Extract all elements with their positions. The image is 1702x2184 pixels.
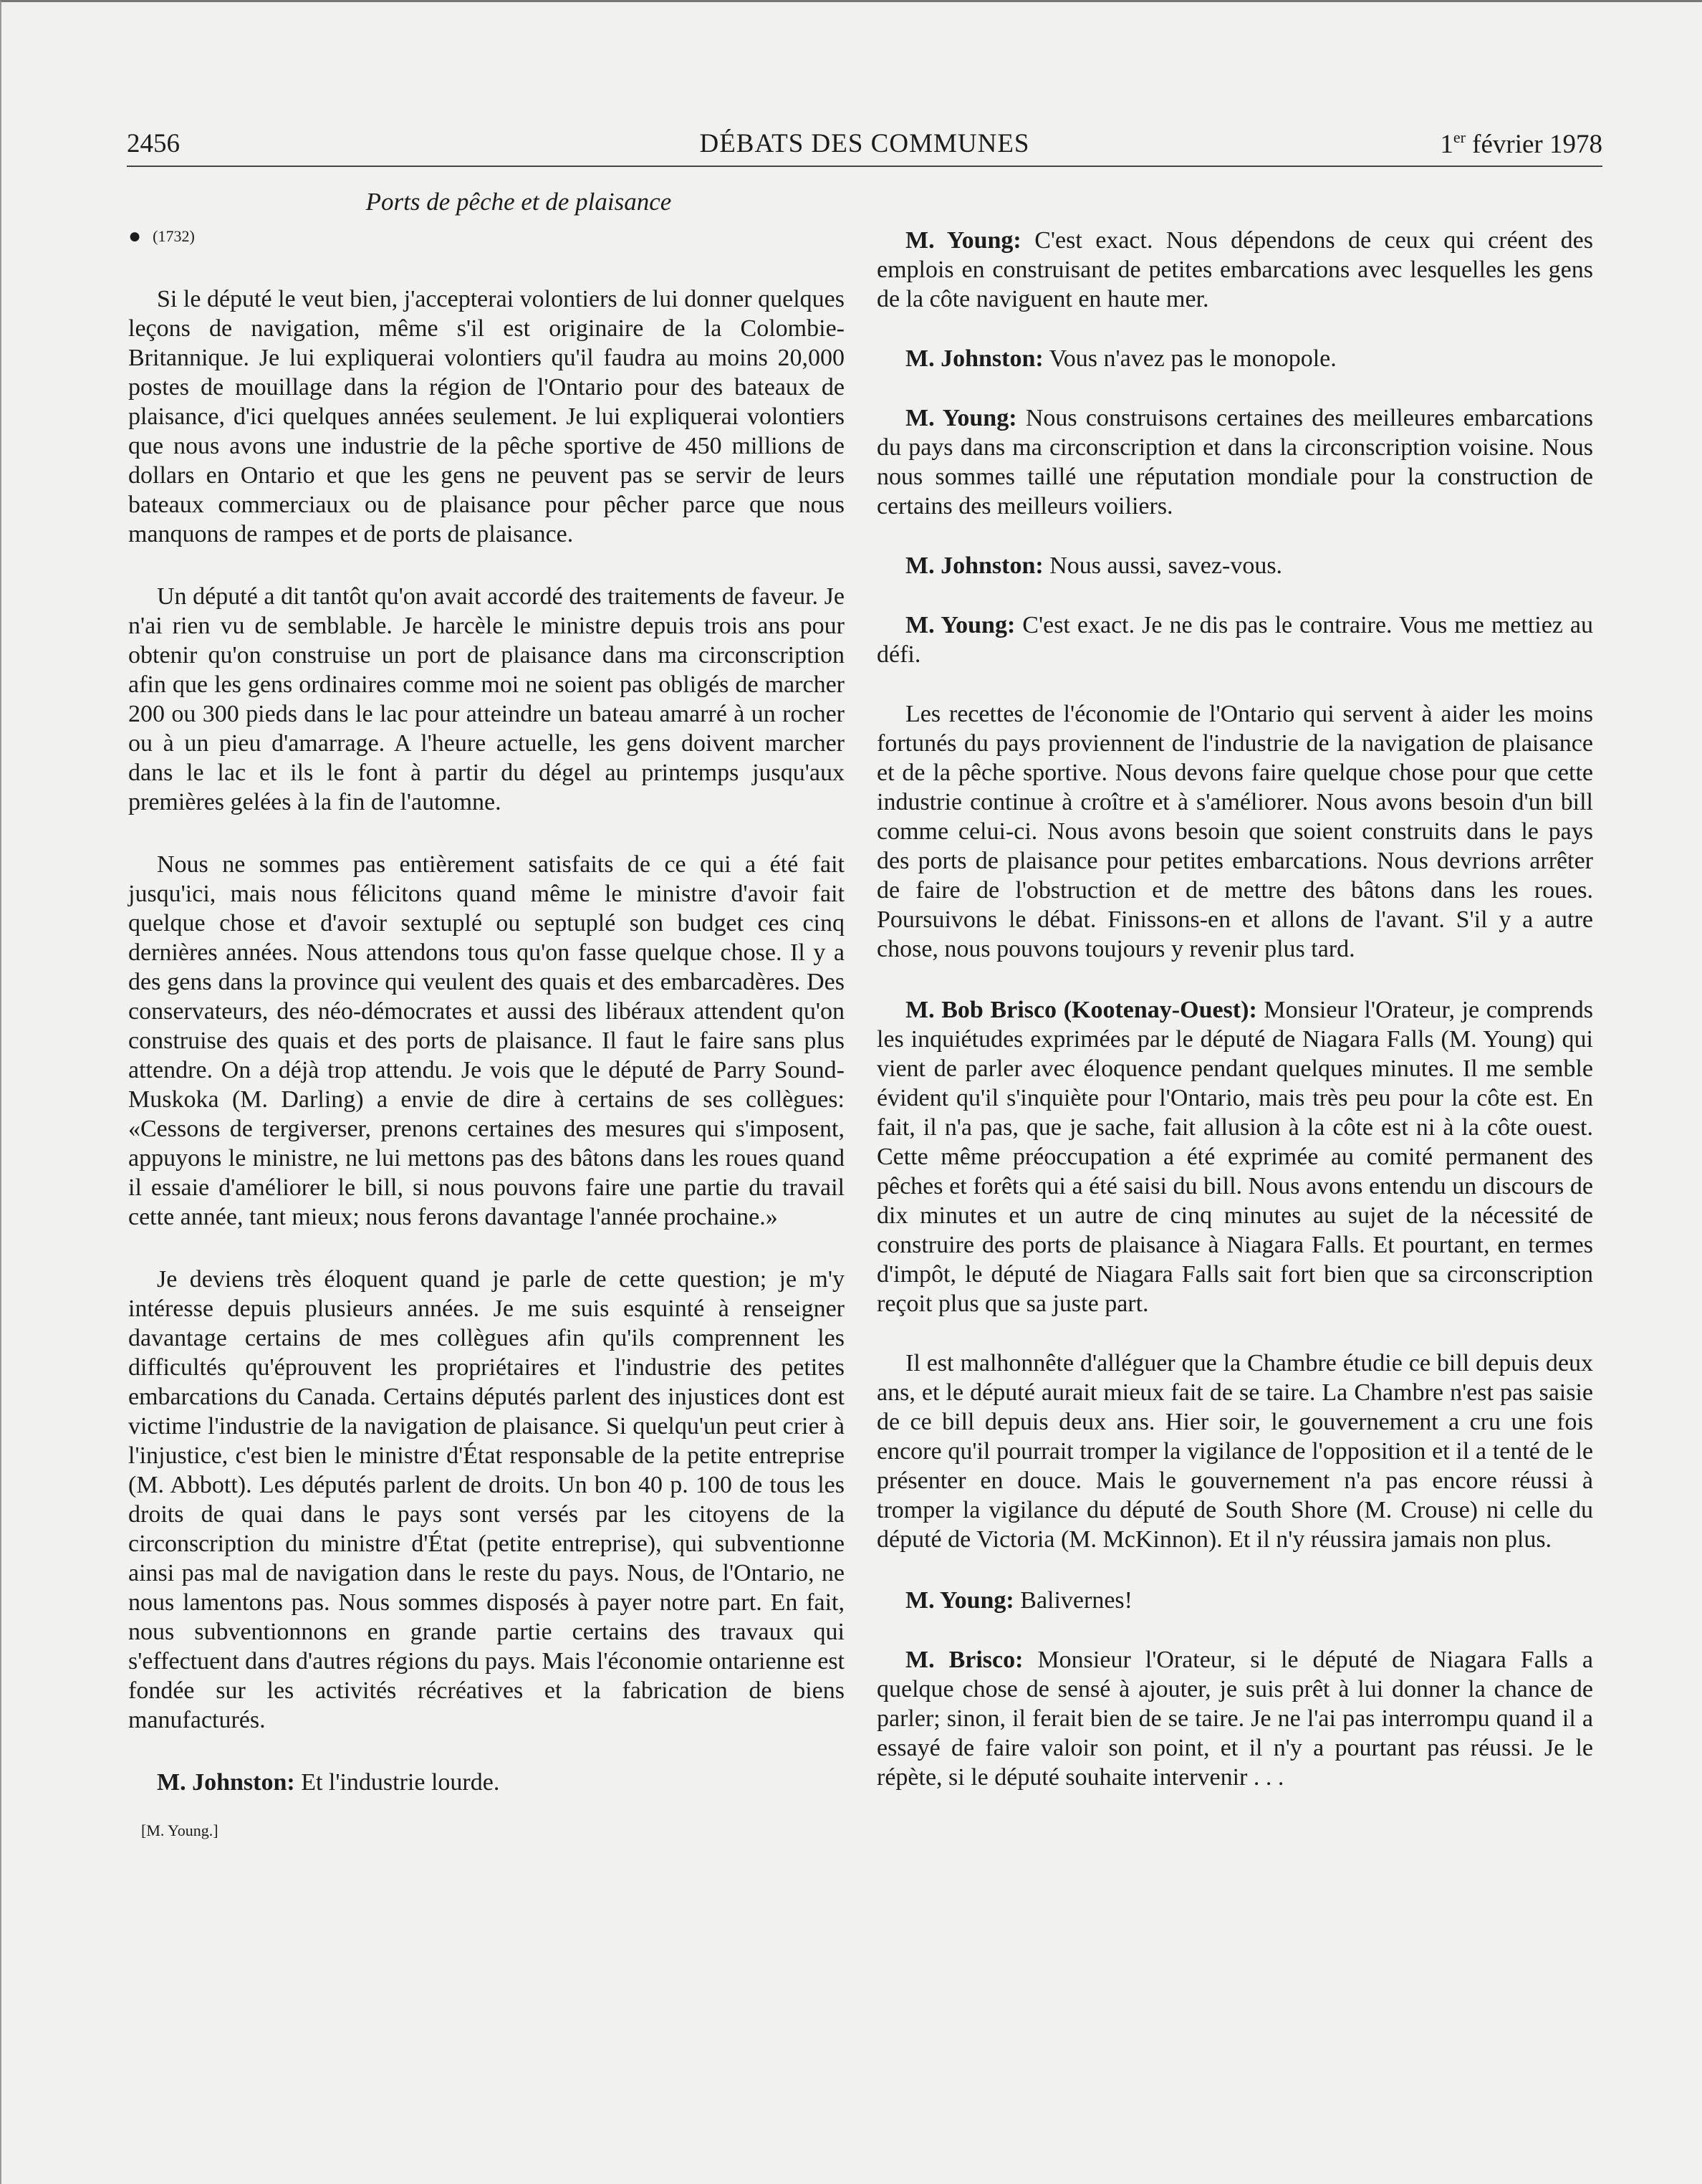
speaker-name: M. Johnston: <box>905 552 1044 579</box>
speech: M. Johnston: Nous aussi, savez-vous. <box>905 552 1283 579</box>
paragraph: Nous ne sommes pas entièrement satisfaits de ce qui a été fait jusqu'ici, mais nous félicitons quand même le ministre d'avoir fait quelque chose et d'avoir sextuplé ou septuplé son budget ces cinq dernières années. Nous attendons tous qu'on fasse quelque chose. Il y a des gens dans la province qui veulent des quais et des embarcadères. Des conservateurs, des néo-démocrates et aussi des libéraux attendent qu'on construise des quais et des ports de plaisance. Il faut le faire sans plus attendre. On a déjà trop attendu. Je vois que le député de Parry Sound-Muskoka (M. Darling) a envie de dire à certains de ses collègues: «Cessons de tergiverser, prenons certaines des mesures qui s'imposent, appuyons le ministre, ne lui mettons pas des bâtons dans les roues quand il essaie d'améliorer le bill, si nous pouvons faire une partie du travail cette année, tant mieux; nous ferons davantage l'année prochaine.» <box>128 851 845 1230</box>
speaker-name: M. Johnston: <box>157 1769 295 1796</box>
speaker-name: M. Young: <box>905 612 1016 638</box>
page-number: 2456 <box>127 129 180 158</box>
right-column <box>877 226 1593 1822</box>
speech: M. Johnston: Et l'industrie lourde. <box>157 1769 500 1796</box>
paragraph: Un député a dit tantôt qu'on avait accordé des traitements de faveur. Je n'ai rien vu de semblable. Je harcèle le ministre depuis trois ans pour obtenir qu'on construise un port de plaisance dans ma circonscription afin que les gens ordinaires comme moi ne soient pas obligés de marcher 200 ou 300 pieds dans le lac pour atteindre un bateau amarré à un rocher ou à un pieu d'amarrage. A l'heure actuelle, les gens doivent marcher dans le lac et ils le font à partir du dégel au printemps jusqu'aux premières gelées à la fin de l'automne. <box>128 583 845 815</box>
speaker-name: M. Young: <box>905 1587 1014 1614</box>
speaker-name: M. Young: <box>905 405 1017 431</box>
paragraph: Les recettes de l'économie de l'Ontario qui servent à aider les moins fortunés du pays proviennent de l'industrie de la navigation de plaisance et de la pêche sportive. Nous devons faire quelque chose pour que cette industrie continue à croître et à s'améliorer. Nous avons besoin d'un bill comme celui-ci. Nous avons besoin que soient construits dans le pays des ports de plaisance pour petites embarcations. Nous devrions arrêter de faire de l'obstruction et de mettre des bâtons dans les roues. Poursuivons le débat. Finissons-en et allons de l'avant. S'il y a autre chose, nous pouvons toujours y revenir plus tard. <box>877 701 1593 962</box>
speaker-name: M. Johnston: <box>905 345 1044 372</box>
speaker-name: M. Brisco: <box>905 1647 1024 1673</box>
speaker-name: M. Bob Brisco (Kootenay-Ouest): <box>905 997 1257 1023</box>
paragraph: Je deviens très éloquent quand je parle de cette question; je m'y intéresse depuis plusieurs années. Je me suis esquinté à renseigner davantage certains de mes collègues afin qu'ils comprennent les difficultés qu'éprouvent les propriétaires et l'industrie des petites embarcations du Canada. Certains députés parlent des injustices dont est victime l'industrie de la navigation de plaisance. Si quelqu'un peut crier à l'injustice, c'est bien le ministre d'État responsable de la petite entreprise (M. Abbott). Les députés parlent de droits. Un bon 40 p. 100 de tous les droits de quai dans le pays sont versés par les citoyens de la circonscription du ministre d'État (petite entreprise), qui subventionne ainsi pas mal de navigation dans le reste du pays. Nous, de l'Ontario, ne nous lamentons pas. Nous sommes disposés à payer notre part. En fait, nous subventionnons en grande partie certains des travaux qui s'effectuent dans d'autres régions du pays. Mais l'économie ontarienne est fondée sur les activités récréatives et la fabrication de biens manufacturés. <box>128 1266 845 1733</box>
page-header <box>127 128 1602 167</box>
journal-title: DÉBATS DES COMMUNES <box>699 129 1030 158</box>
speaker-name: M. Young: <box>905 227 1021 254</box>
speech: M. Young: C'est exact. Je ne dis pas le contraire. Vous me mettiez au défi. <box>877 612 1593 668</box>
left-column <box>128 181 845 1841</box>
speaker-attribution: [M. Young.] <box>141 1821 218 1839</box>
issue-date: 1er février 1978 <box>1440 128 1602 159</box>
speech: M. Young: Balivernes! <box>905 1587 1133 1614</box>
speech: M. Young: C'est exact. Nous dépendons de ceux qui créent des emplois en construisant de petites embarcations avec lesquelles les gens de la côte naviguent en haute mer. <box>877 227 1593 312</box>
bullet-icon: ● <box>128 224 142 248</box>
time-marker: ● (1732) <box>128 224 195 248</box>
paragraph: Si le député le veut bien, j'accepterai volontiers de lui donner quelques leçons de navigation, même s'il est originaire de la Colombie-Britannique. Je lui expliquerai volontiers qu'il faudra au moins 20,000 postes de mouillage dans la région de l'Ontario pour des bateaux de plaisance, d'ici quelques années seulement. Je lui expliquerai volontiers que nous avons une industrie de la pêche sportive de 450 millions de dollars en Ontario et que les gens ne peuvent pas se servir de leurs bateaux commerciaux ou de plaisance pour pêcher parce que nous manquons de rampes et de ports de plaisance. <box>128 286 845 547</box>
section-subtitle: Ports de pêche et de plaisance <box>365 188 672 216</box>
speech: M. Bob Brisco (Kootenay-Ouest): Monsieur l'Orateur, je comprends les inquiétudes exprimées par le député de Niagara Falls (M. Young) qui vient de parler avec éloquence pendant quelques minutes. Il me semble évident qu'il s'inquiète pour l'Ontario, mais très peu pour la côte est. En fait, il n'a pas, que je sache, fait allusion à la côte est ni à la côte ouest. Cette même préoccupation a été exprimée au comité permanent des pêches et forêts qui a été saisi du bill. Nous avons entendu un discours de dix minutes et un autre de cinq minutes au sujet de la nécessité de construire des ports de plaisance à Niagara Falls. Et pourtant, en termes d'impôt, le député de Niagara Falls sait fort bien que sa circonscription reçoit plus que sa juste part. <box>877 997 1593 1317</box>
speech: M. Brisco: Monsieur l'Orateur, si le député de Niagara Falls a quelque chose de sensé à ajouter, je suis prêt à lui donner la chance de parler; sinon, il ferait bien de se taire. Je ne l'ai pas interrompu quand il a essayé de faire valoir son point, et il n'y a pourtant pas réussi. Je le répète, si le député souhaite intervenir . . . <box>877 1647 1593 1791</box>
speech: M. Johnston: Vous n'avez pas le monopole. <box>905 345 1337 372</box>
speech: M. Young: Nous construisons certaines des meilleures embarcations du pays dans ma circonscription et dans la circonscription voisine. Nous nous sommes taillé une réputation mondiale pour la construction de certains des meilleurs voiliers. <box>877 405 1593 519</box>
paragraph: Il est malhonnête d'alléguer que la Chambre étudie ce bill depuis deux ans, et le député aurait mieux fait de se taire. La Chambre n'est pas saisie de ce bill depuis deux ans. Hier soir, le gouvernement a cru une fois encore qu'il pourrait tromper la vigilance de l'opposition et il a tenté de le présenter en douce. Mais le gouvernement n'a pas encore réussi à tromper la vigilance du député de South Shore (M. Crouse) ni celle du député de Victoria (M. McKinnon). Et il n'y réussira jamais non plus. <box>877 1350 1593 1553</box>
